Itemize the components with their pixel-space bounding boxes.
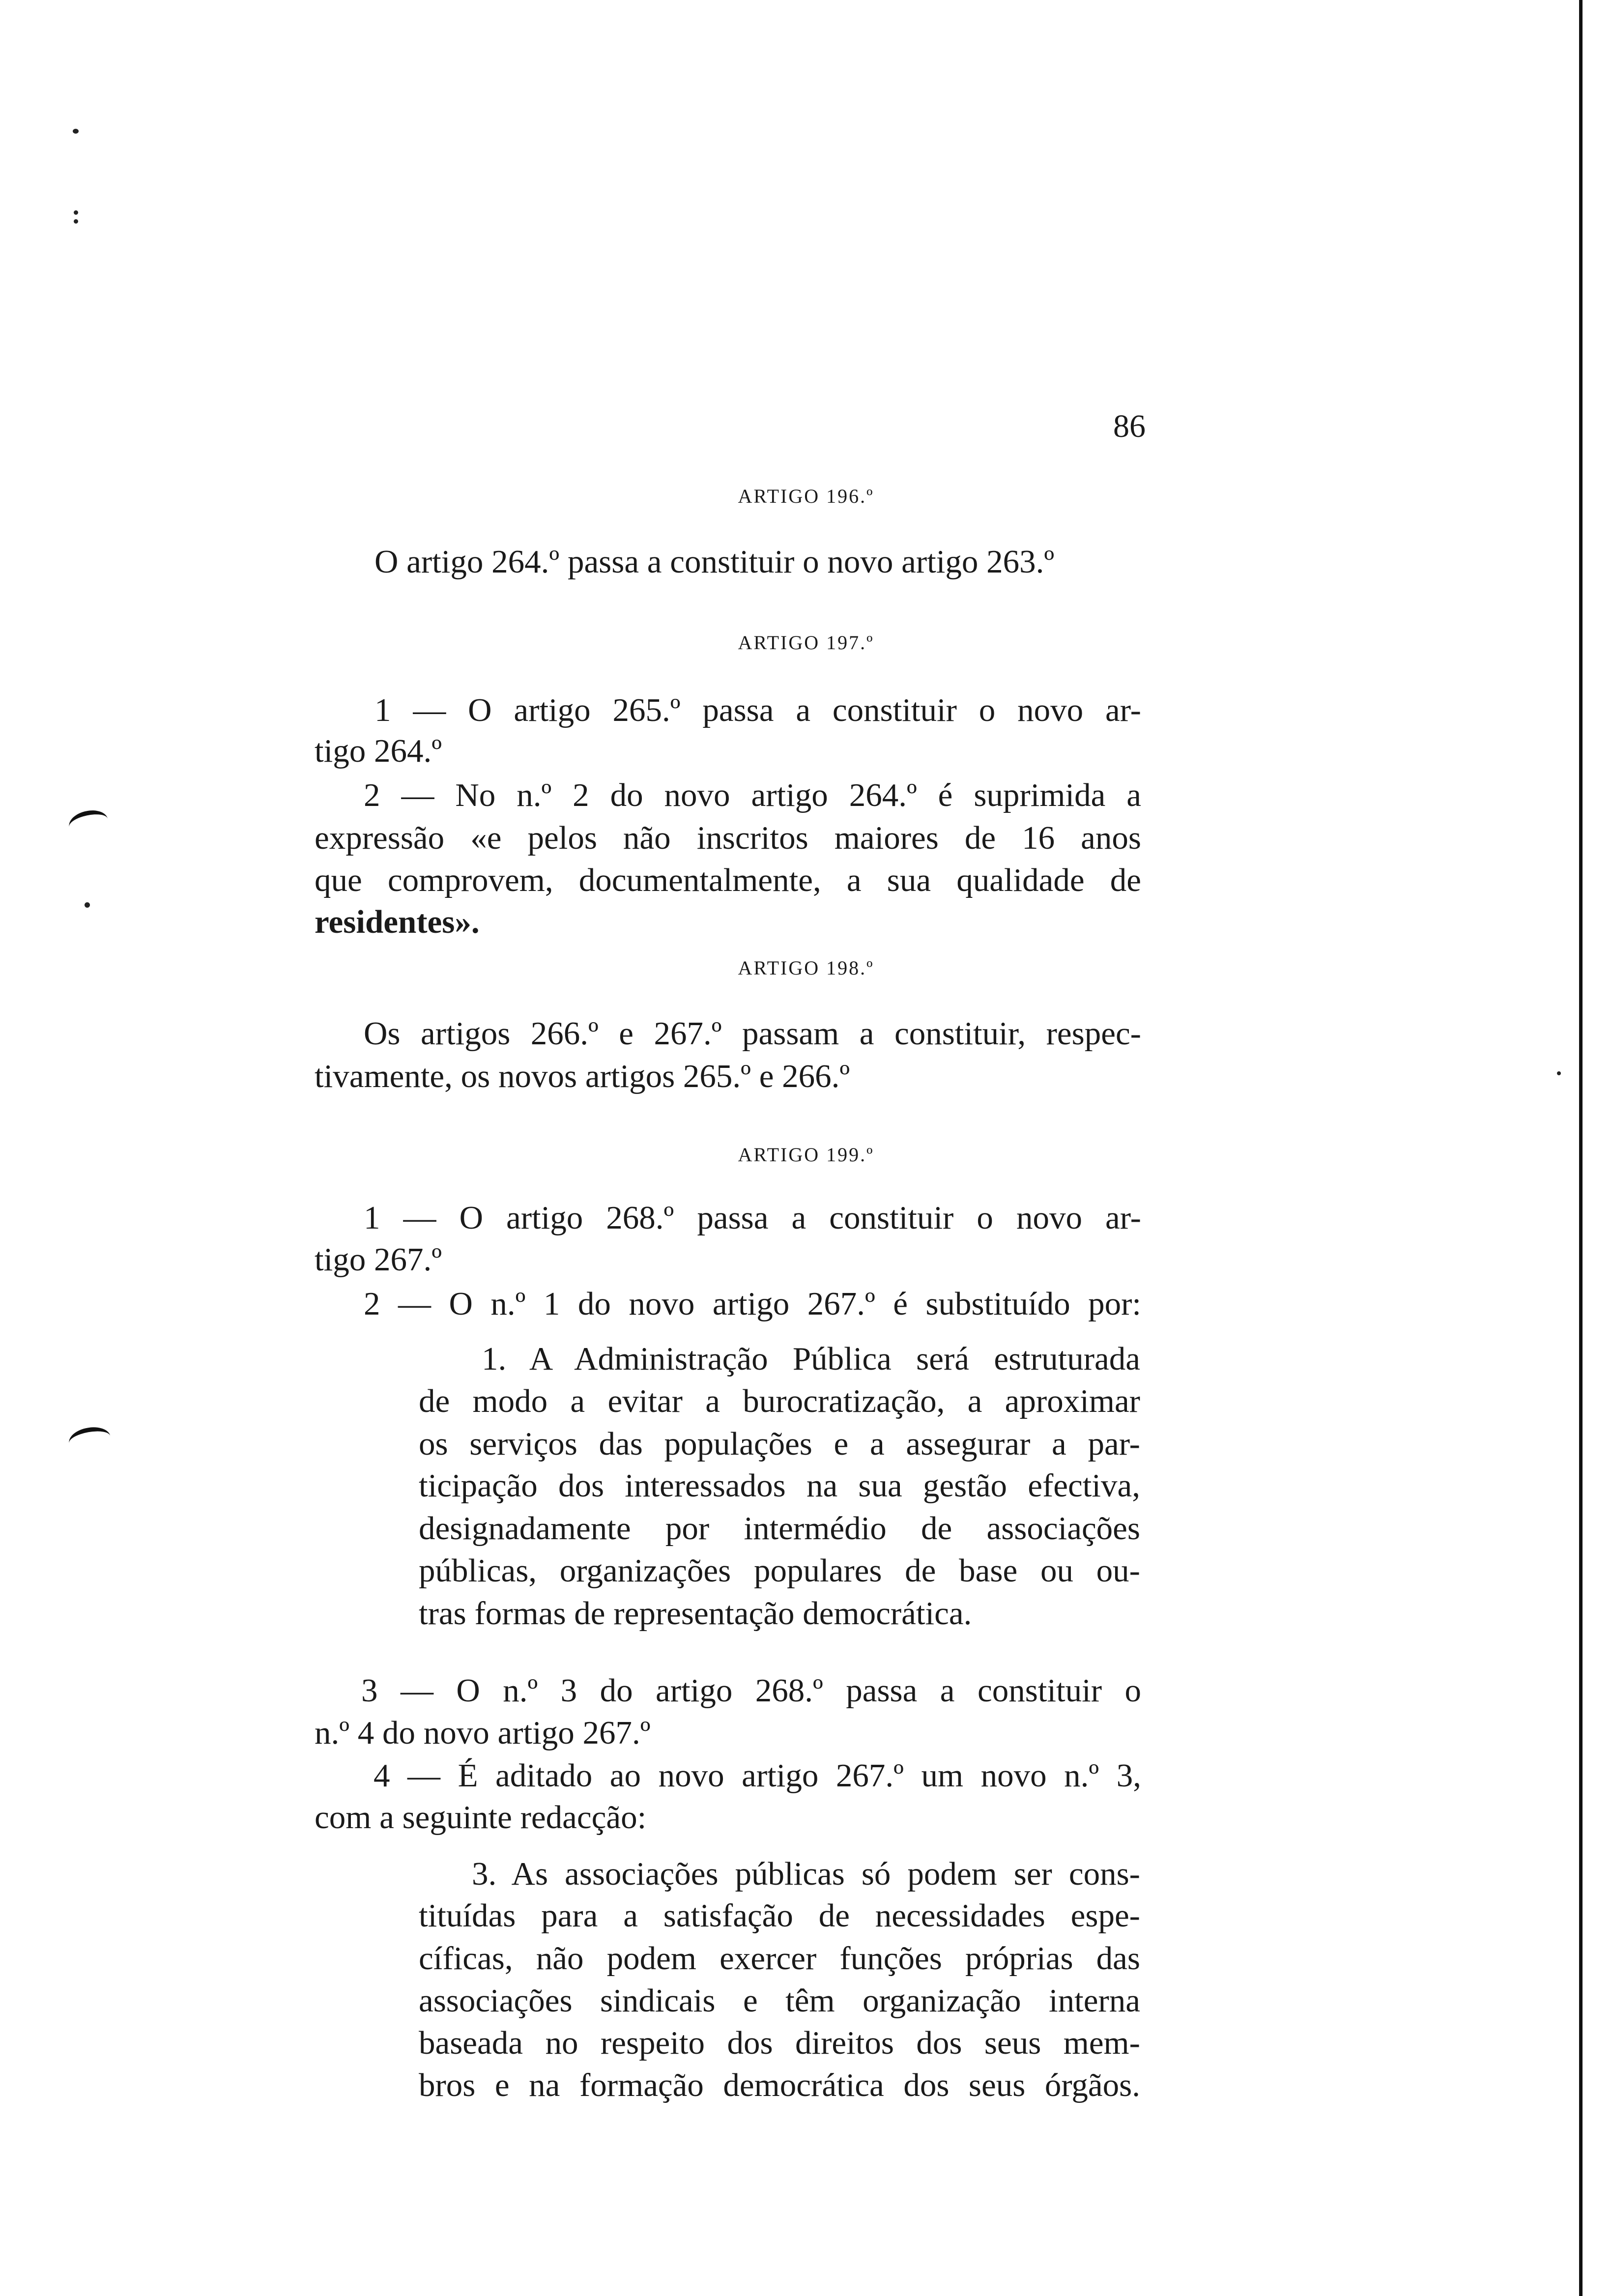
binding-hole-mark [67,807,110,839]
quoted-text-line: associações sindicais e têm organização interna [419,1982,1140,2019]
article-text-line: 1 — O artigo 265.º passa a constituir o novo ar- [374,692,1141,728]
scan-speck [85,902,90,908]
quoted-text-line: designadamente por intermédio de associações [419,1510,1140,1547]
quoted-text-line: 1. A Administração Pública será estruturada [482,1341,1140,1377]
scan-speck [74,219,78,224]
article-text-line: 4 — É aditado ao novo artigo 267.º um novo n.º 3, [374,1757,1141,1794]
article-text-line: 1 — O artigo 268.º passa a constituir o novo ar- [364,1200,1141,1236]
quoted-text-line: tras formas de representação democrática. [419,1595,972,1632]
scan-speck [74,210,78,215]
article-text-line: expressão «e pelos não inscritos maiores de 16 anos [315,820,1141,856]
scan-speck [73,129,79,134]
binding-hole-mark [67,1424,112,1455]
article-heading: ARTIGO 198.º [738,957,874,979]
quoted-text-line: os serviços das populações e a assegurar a par- [419,1426,1140,1462]
article-text-line: que comprovem, documentalmente, a sua qualidade de [315,862,1141,898]
quoted-text-line: baseada no respeito dos direitos dos seus mem- [419,2025,1140,2061]
quoted-text-line: 3. As associações públicas só podem ser cons- [472,1856,1140,1892]
article-text-line: tivamente, os novos artigos 265.º e 266.º [315,1058,850,1094]
quoted-text-line: cíficas, não podem exercer funções próprias das [419,1940,1140,1977]
quoted-text-line: de modo a evitar a burocratização, a aproximar [419,1383,1140,1419]
scan-speck [1557,1071,1561,1075]
article-text-line: O artigo 264.º passa a constituir o novo artigo 263.º [374,544,1055,580]
page-number: 86 [1113,408,1146,444]
quoted-text-line: públicas, organizações populares de base ou ou- [419,1552,1140,1589]
article-text-line: n.º 4 do novo artigo 267.º [315,1715,651,1751]
article-text-line: tigo 267.º [315,1241,442,1278]
quoted-text-line: bros e na formação democrática dos seus órgãos. [419,2067,1140,2103]
article-text-line: residentes». [315,904,480,940]
article-text-line: Os artigos 266.º e 267.º passam a constituir, respec- [364,1015,1141,1052]
quoted-text-line: tituídas para a satisfação de necessidades espe- [419,1897,1140,1934]
article-heading: ARTIGO 199.º [738,1144,874,1166]
article-text-line: 3 — O n.º 3 do artigo 268.º passa a constituir o [361,1672,1141,1709]
article-heading: ARTIGO 196.º [738,485,874,507]
article-heading: ARTIGO 197.º [738,631,874,654]
quoted-text-line: ticipação dos interessados na sua gestão efectiva, [419,1467,1140,1504]
article-text-line: 2 — No n.º 2 do novo artigo 264.º é suprimida a [364,777,1141,813]
article-text-line: tigo 264.º [315,733,442,769]
article-text-line: 2 — O n.º 1 do novo artigo 267.º é substituído por: [364,1286,1141,1322]
article-text-line: com a seguinte redacção: [315,1799,647,1836]
